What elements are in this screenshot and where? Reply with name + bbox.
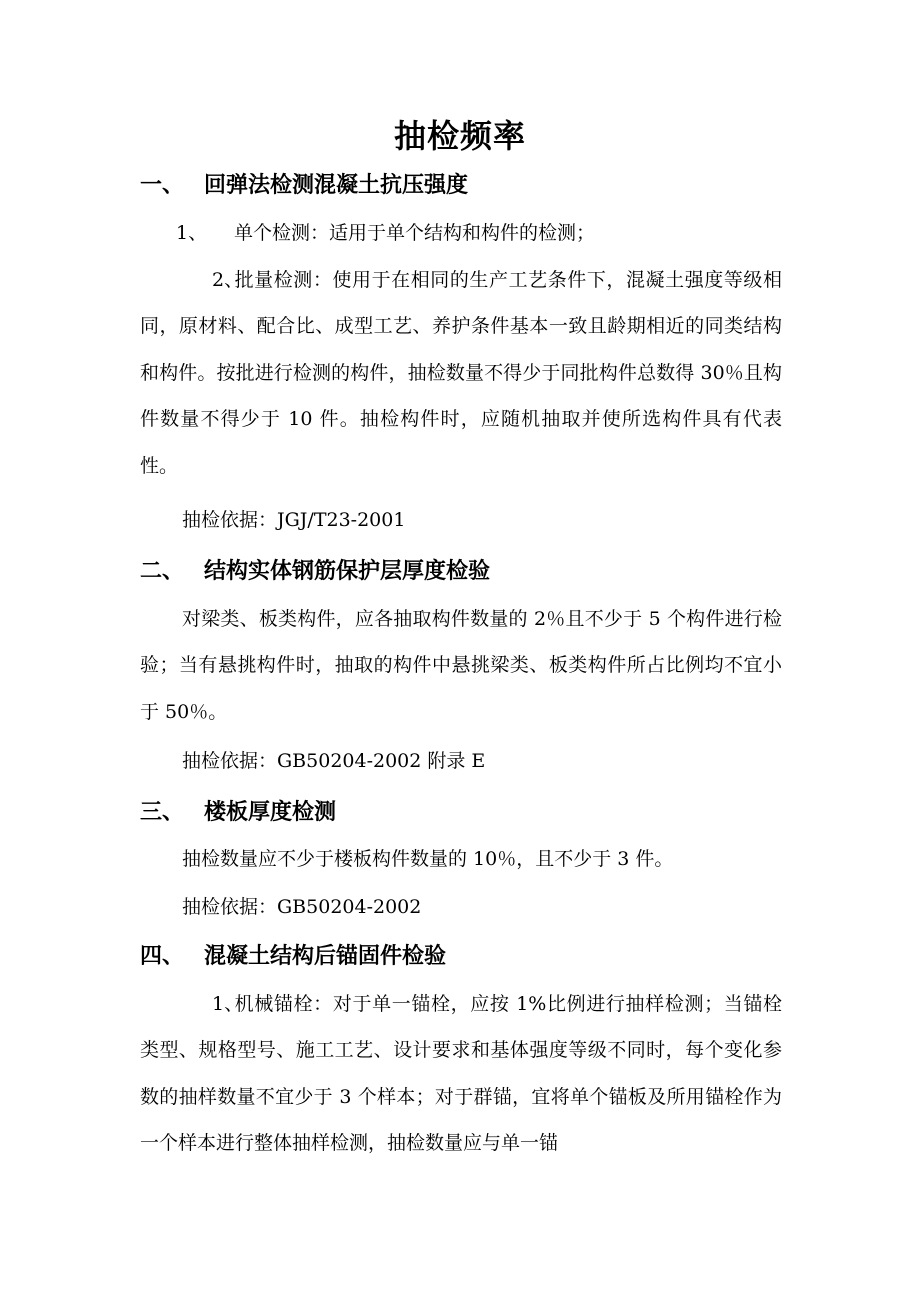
section-1-title: 回弹法检测混凝土抗压强度 [204,172,469,198]
section-1-item-1-number: 1、 [176,222,208,244]
section-1-item-1 [176,210,818,256]
section-1-item-2-number: 2、 [212,269,244,291]
section-3-title: 楼板厚度检测 [204,799,337,825]
section-4-title: 混凝土结构后锚固件检验 [204,943,447,969]
section-2-basis: 抽检依据：GB50204-2002 附录 E [182,750,486,772]
section-1-item-2 [140,257,782,489]
section-1-heading [140,170,468,200]
section-4-item-1-number: 1、 [212,993,244,1015]
section-4-heading [140,941,446,971]
section-2-heading [140,556,490,586]
section-2-text: 对梁类、板类构件，应各抽取构件数量的 2％且不少于 5 个构件进行检验；当有悬挑构件时，抽取的构件中悬挑梁类、板类构件所占比例均不宜小于 50％。 [140,608,782,723]
section-3-number: 三、 [140,799,185,825]
section-2-title: 结构实体钢筋保护层厚度检验 [204,558,491,584]
section-4-number: 四、 [140,943,185,969]
section-2-number: 二、 [140,558,185,584]
section-1-number: 一、 [140,172,185,198]
section-3-heading [140,797,336,827]
section-1-item-2-text: 批量检测：使用于在相同的生产工艺条件下，混凝土强度等级相同，原材料、配合比、成型工艺、养护条件基本一致且龄期相近的同类结构和构件。按批进行检测的构件，抽检数量不得少于同批构件总数得 30％且构件数量不得少于 10 件。抽检构件时，应随机抽取并使所选构件具有代表性。 [140,269,782,477]
section-1-item-1-text: 单个检测：适用于单个结构和构件的检测； [234,222,596,244]
section-3-basis: 抽检依据：GB50204-2002 [182,896,422,918]
section-4-item-1-text: 机械锚栓：对于单一锚栓，应按 1%比例进行抽样检测；当锚栓类型、规格型号、施工工艺、设计要求和基体强度等级不同时，每个变化参数的抽样数量不宜少于 3 个样本；对于群锚，宜将单个锚板及所用锚栓作为一个样本进行整体抽样检测，抽检数量应与单一锚 [140,993,782,1155]
page-title: 抽检频率 [393,117,526,155]
section-3-text: 抽检数量应不少于楼板构件数量的 10％，且不少于 3 件。 [182,848,674,870]
section-4-item-1 [140,981,782,1167]
section-1-basis: 抽检依据：JGJ/T23-2001 [182,509,406,531]
